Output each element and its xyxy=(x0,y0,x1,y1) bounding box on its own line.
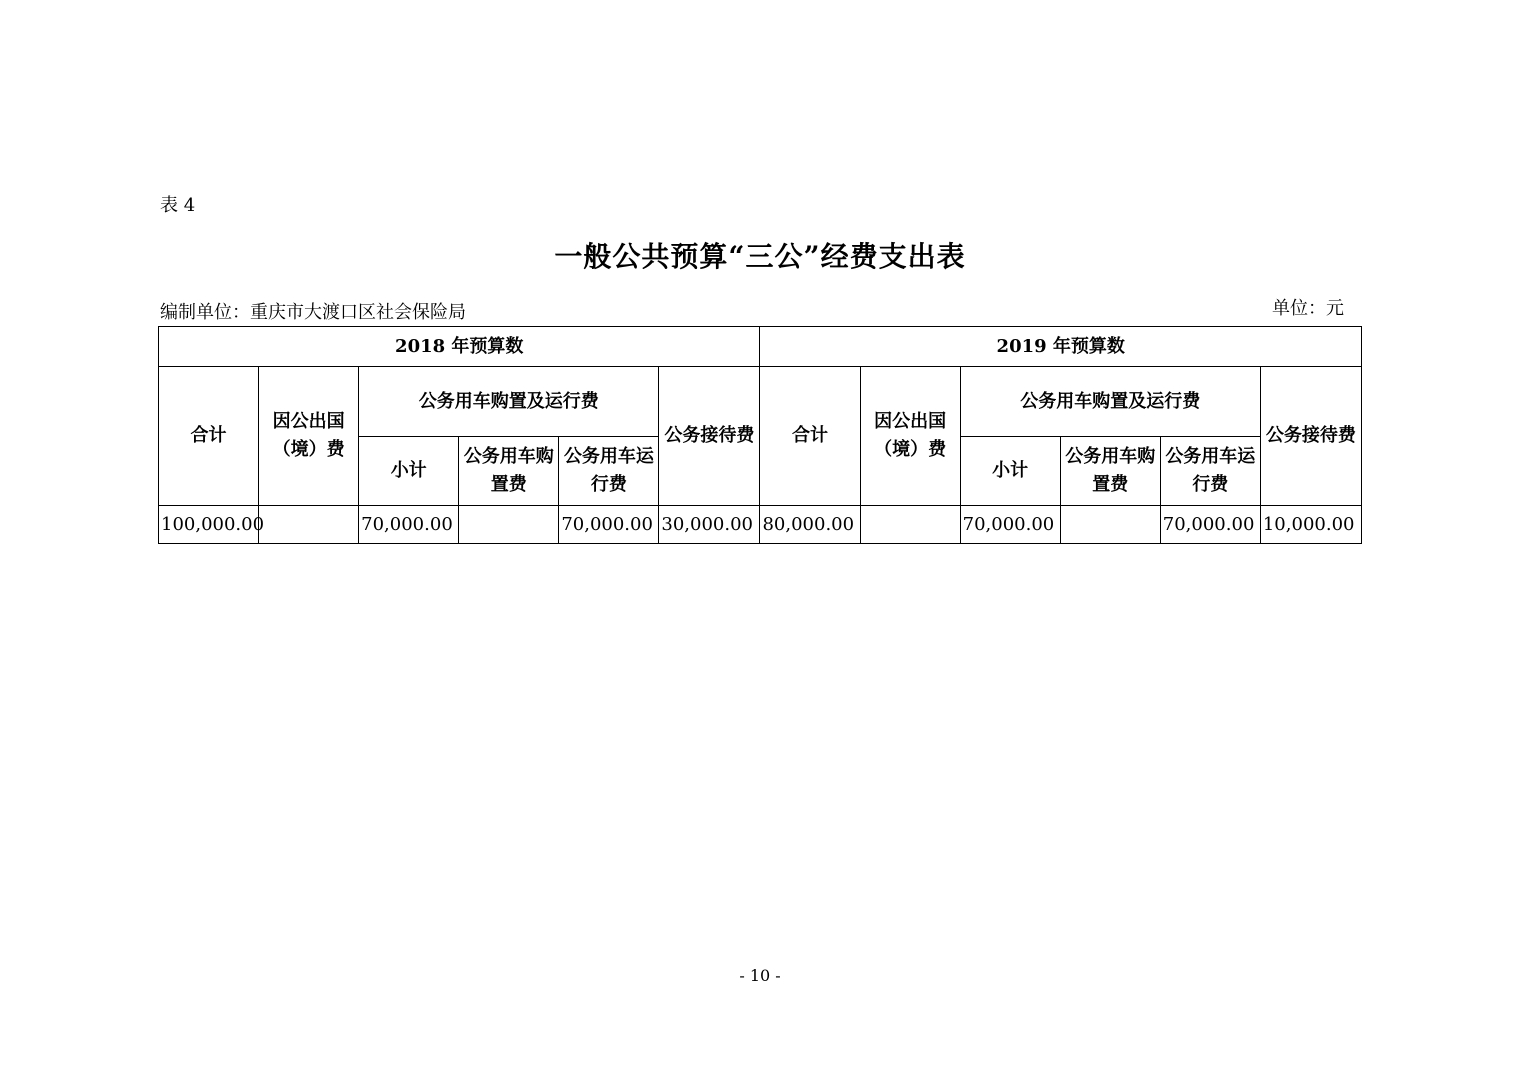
header-reception: 公务接待费 xyxy=(1260,367,1361,506)
cell-2019-operation: 70,000.00 xyxy=(1160,506,1260,544)
header-subtotal: 小计 xyxy=(960,437,1060,506)
year-header-2019: 2019 年预算数 xyxy=(760,327,1362,367)
year-header-2018: 2018 年预算数 xyxy=(159,327,760,367)
table-row-years xyxy=(159,327,1362,367)
header-vehicle-operation-line2: 行费 xyxy=(590,474,627,495)
header-vehicle-purchase-line1: 公务用车购 xyxy=(463,446,554,467)
header-overseas-line2: （境）费 xyxy=(874,439,947,460)
cell-2018-subtotal: 70,000.00 xyxy=(359,506,459,544)
cell-2019-purchase xyxy=(1060,506,1160,544)
table-row xyxy=(159,506,1362,544)
header-vehicle-purchase-line1: 公务用车购 xyxy=(1065,446,1156,467)
header-vehicle-purchase xyxy=(459,437,559,506)
cell-2019-overseas xyxy=(860,506,960,544)
header-vehicle-purchase xyxy=(1060,437,1160,506)
header-overseas xyxy=(259,367,359,506)
cell-2018-reception: 30,000.00 xyxy=(659,506,760,544)
header-vehicle-purchase-line2: 置费 xyxy=(490,474,527,495)
header-vehicle-operation-line1: 公务用车运 xyxy=(563,446,654,467)
header-vehicle-purchase-line2: 置费 xyxy=(1092,474,1129,495)
header-vehicle-operation xyxy=(559,437,659,506)
table-number: 表 4 xyxy=(160,195,196,216)
cell-2019-total: 80,000.00 xyxy=(760,506,860,544)
page-title: 一般公共预算“三公”经费支出表 xyxy=(554,240,966,273)
header-overseas xyxy=(860,367,960,506)
cell-2018-total: 100,000.00 xyxy=(159,506,259,544)
header-vehicle-operation xyxy=(1160,437,1260,506)
budget-table xyxy=(158,326,1362,544)
header-subtotal: 小计 xyxy=(359,437,459,506)
cell-2018-operation: 70,000.00 xyxy=(559,506,659,544)
header-overseas-line1: 因公出国 xyxy=(874,411,947,432)
cell-2019-subtotal: 70,000.00 xyxy=(960,506,1060,544)
compiling-unit: 编制单位：重庆市大渡口区社会保险局 xyxy=(160,302,466,323)
cell-2018-purchase xyxy=(459,506,559,544)
header-vehicle-operation-line2: 行费 xyxy=(1192,474,1229,495)
header-overseas-line2: （境）费 xyxy=(272,439,345,460)
header-vehicle-operation-line1: 公务用车运 xyxy=(1165,446,1256,467)
currency-unit: 单位：元 xyxy=(1272,298,1344,319)
header-vehicle: 公务用车购置及运行费 xyxy=(359,367,659,437)
header-overseas-line1: 因公出国 xyxy=(272,411,345,432)
cell-2019-reception: 10,000.00 xyxy=(1260,506,1361,544)
page-number: - 10 - xyxy=(739,966,781,985)
cell-2018-overseas xyxy=(259,506,359,544)
header-total: 合计 xyxy=(760,367,860,506)
table-row-headers xyxy=(159,367,1362,437)
header-total: 合计 xyxy=(159,367,259,506)
header-reception: 公务接待费 xyxy=(659,367,760,506)
header-vehicle: 公务用车购置及运行费 xyxy=(960,367,1260,437)
